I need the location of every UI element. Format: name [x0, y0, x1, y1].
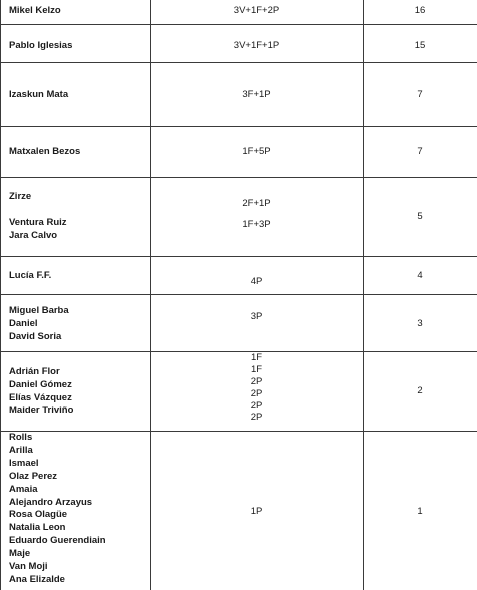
player-name: Olaz Perez	[9, 470, 58, 482]
player-names	[9, 4, 61, 17]
player-name: Rosa Olagüe	[9, 509, 68, 521]
score-value: 3V+1F+2P	[233, 5, 280, 16]
score-cell	[150, 352, 363, 424]
table-row	[0, 0, 477, 24]
score-value: 1F+5P	[242, 146, 271, 157]
score-value: 3P	[250, 311, 263, 322]
points-value: 2	[417, 385, 423, 396]
points-value: 3	[417, 318, 423, 329]
score-value: 1P	[250, 506, 263, 517]
player-name: Izaskun Mata	[9, 89, 69, 100]
player-name: Ana Elizalde	[9, 573, 65, 585]
score-value: 1F+3P	[242, 219, 271, 230]
score-value: 1F	[250, 364, 263, 375]
player-name: Pablo Iglesias	[9, 40, 73, 51]
player-name: Amaia	[9, 483, 38, 495]
player-name: Natalia Leon	[9, 522, 66, 534]
score-cell	[150, 505, 363, 518]
points-value: 1	[417, 506, 423, 517]
player-name: Mikel Kelzo	[9, 5, 61, 16]
score-cell	[150, 275, 363, 288]
player-names	[9, 269, 51, 282]
table-row	[0, 351, 477, 431]
player-name: Maje	[9, 548, 31, 560]
player-name: Elías Vázquez	[9, 392, 72, 403]
score-cell	[150, 145, 363, 158]
score-value: 2P	[250, 388, 263, 399]
score-value: 3F+1P	[242, 89, 271, 100]
player-name: Ismael	[9, 457, 39, 469]
player-name: Daniel	[9, 318, 38, 329]
points-value: 7	[417, 89, 423, 100]
player-names	[9, 365, 73, 417]
player-name: Maider Triviño	[9, 405, 74, 416]
table-row	[0, 24, 477, 62]
player-name: Jara Calvo	[9, 230, 58, 241]
player-name: Arilla	[9, 444, 33, 456]
player-name: David Soria	[9, 331, 62, 342]
score-value: 2F+1P	[242, 198, 271, 209]
score-cell	[150, 39, 363, 52]
score-cell	[150, 88, 363, 101]
player-name: Daniel Gómez	[9, 379, 72, 390]
score-value: 3V+1F+1P	[233, 40, 280, 51]
player-names	[9, 304, 69, 343]
player-name: Van Moji	[9, 561, 48, 573]
points-value: 7	[417, 146, 423, 157]
score-value: 2P	[250, 400, 263, 411]
table-row	[0, 126, 477, 177]
points-value: 15	[414, 40, 426, 51]
player-names	[9, 39, 72, 52]
score-cell	[150, 310, 363, 323]
player-name: Miguel Barba	[9, 305, 69, 316]
player-names	[9, 88, 68, 101]
table-row	[0, 256, 477, 294]
points-value: 4	[417, 270, 423, 281]
player-name: Adrián Flor	[9, 366, 60, 377]
table-row	[0, 177, 477, 256]
score-cell	[150, 4, 363, 17]
table-row	[0, 62, 477, 126]
player-name: Alejandro Arzayus	[9, 496, 93, 508]
score-cell	[150, 197, 363, 231]
score-value: 2P	[250, 376, 263, 387]
table-row	[0, 294, 477, 351]
player-name: Zirze	[9, 191, 32, 202]
player-name: Lucía F.F.	[9, 270, 52, 281]
points-value: 5	[417, 211, 423, 222]
player-names	[9, 432, 106, 587]
score-value: 2P	[250, 412, 263, 423]
player-name: Rolls	[9, 432, 33, 443]
player-names	[9, 190, 67, 242]
points-value: 16	[414, 5, 426, 16]
player-name: Ventura Ruiz	[9, 217, 67, 228]
player-name: Matxalen Bezos	[9, 146, 81, 157]
table-row	[0, 431, 477, 590]
score-value: 4P	[250, 276, 263, 287]
player-name: Eduardo Guerendiain	[9, 535, 106, 547]
score-value: 1F	[250, 352, 263, 363]
player-names	[9, 145, 80, 158]
